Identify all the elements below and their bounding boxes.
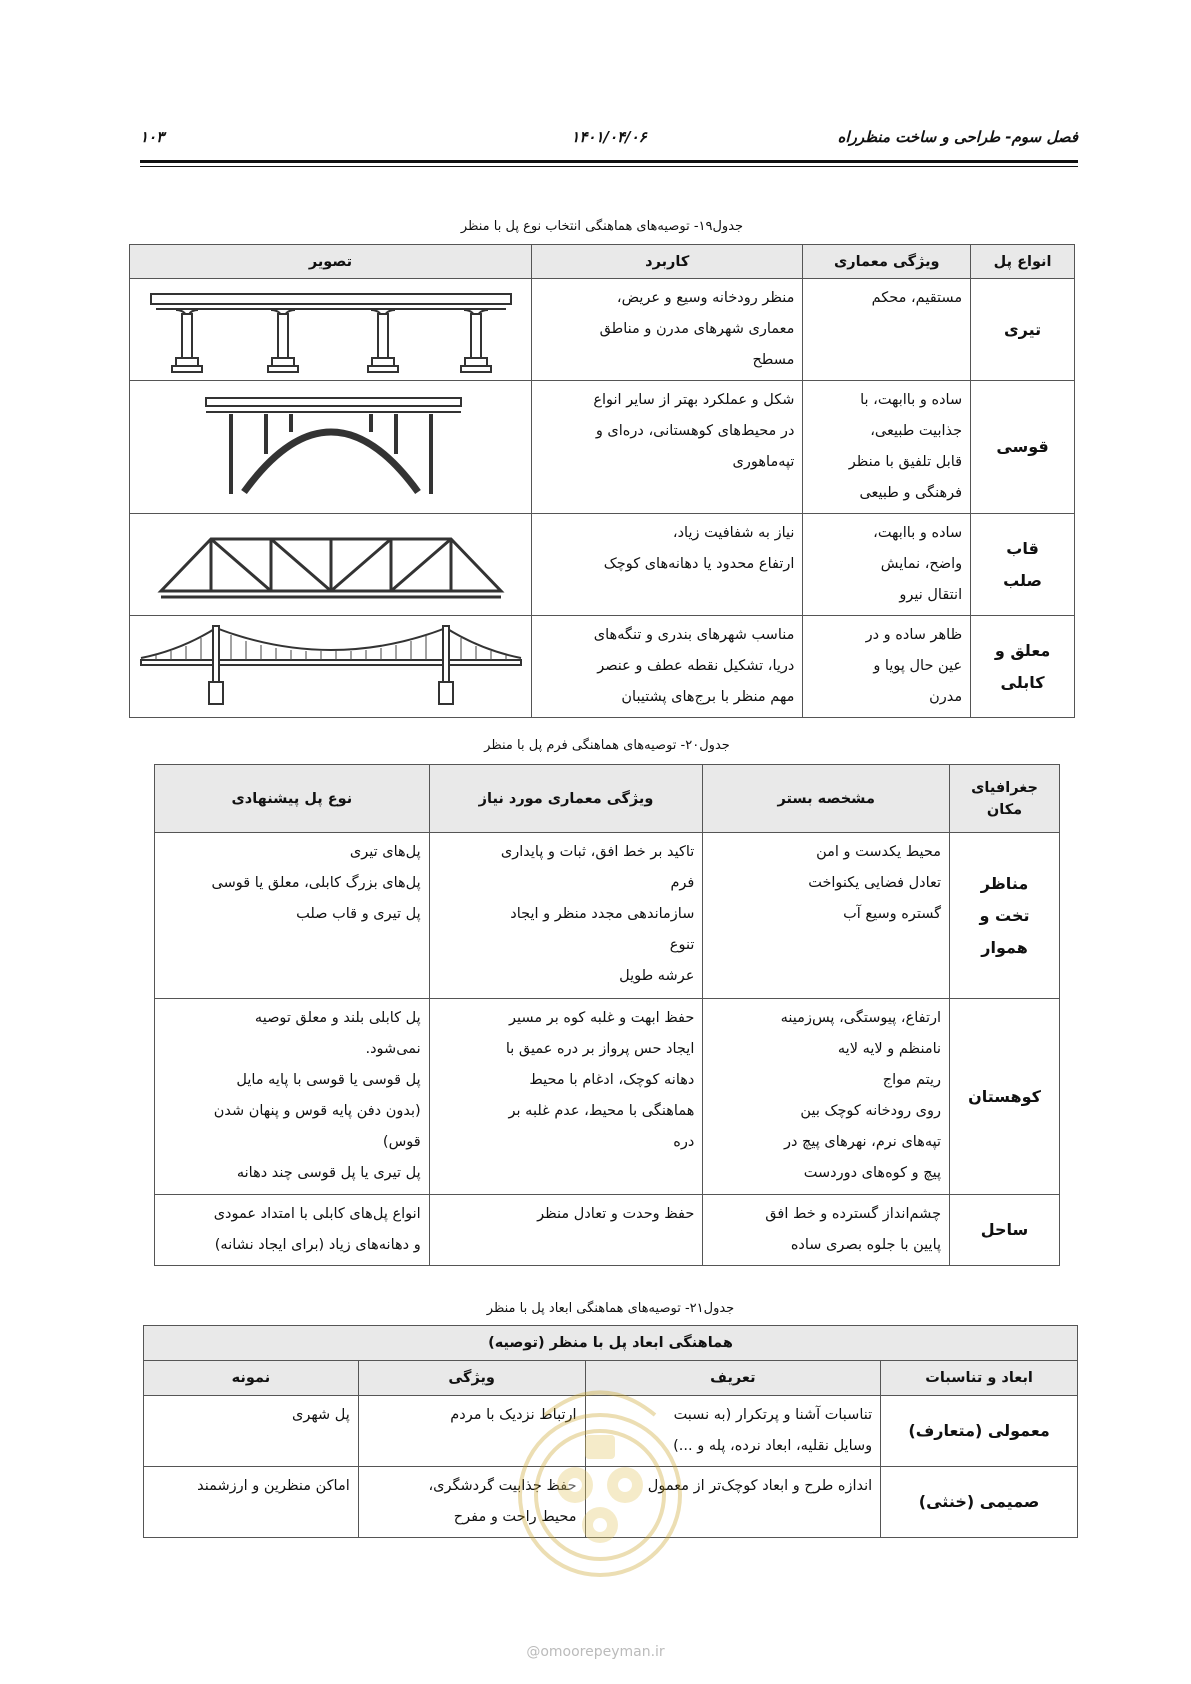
chapter-title: فصل سوم- طراحی و ساخت منظرراه <box>837 128 1078 146</box>
geography-cell: مناظر تخت و هموار <box>950 833 1060 999</box>
table21-header: ابعاد و تناسبات <box>881 1361 1078 1396</box>
table-row <box>130 381 1075 514</box>
bridge-cell: انواع پل‌های کابلی با امتداد عمودی و دهانه‌های زیاد (برای ایجاد نشانه) <box>155 1195 430 1266</box>
table20-header: نوع پل پیشنهادی <box>155 765 430 833</box>
bridge-type-cell: معلق و کابلی <box>971 616 1075 718</box>
usage-cell: شکل و عملکرد بهتر از سایر انواع در محیط‌های کوهستانی، دره‌ای و تپه‌ماهوری <box>531 381 802 514</box>
context-cell: محیط یکدست و امن تعادل فضایی یکنواخت گستره وسیع آب <box>703 833 950 999</box>
table21-header: ویژگی <box>358 1361 585 1396</box>
feature-cell: ارتباط نزدیک با مردم <box>358 1396 585 1467</box>
feature-cell: ساده و باابهت، با جذابیت طبیعی، قابل تلفیق با منظر فرهنگی و طبیعی <box>803 381 971 514</box>
table20-header: مشخصه بستر <box>703 765 950 833</box>
table21-caption: جدول۲۱- توصیه‌های هماهنگی ابعاد پل با منظر <box>486 1301 735 1316</box>
table21-header: نمونه <box>144 1361 359 1396</box>
bridge-type-table <box>129 244 1075 718</box>
feature-cell: تاکید بر خط افق، ثبات و پایداری فرم سازماندهی مجدد منظر و ایجاد تنوع عرشه طویل <box>429 833 703 999</box>
table19-header: کاربرد <box>531 245 802 279</box>
table-row <box>155 833 1060 999</box>
geography-cell: ساحل <box>950 1195 1060 1266</box>
table-row <box>130 514 1075 616</box>
truss-bridge-icon <box>130 514 532 616</box>
table20-header: ویژگی معماری مورد نیاز <box>429 765 703 833</box>
table-row <box>130 616 1075 718</box>
bridge-type-cell: قوسی <box>971 381 1075 514</box>
header-date: ۱۴۰۱/۰۴/۰۶ <box>571 128 647 146</box>
bridge-cell: پل‌های تیری پل‌های بزرگ کابلی، معلق یا قوسی پل تیری و قاب صلب <box>155 833 430 999</box>
header-rule-thick <box>140 160 1078 163</box>
feature-cell: حفظ وحدت و تعادل منظر <box>429 1195 703 1266</box>
usage-cell: منظر رودخانه وسیع و عریض، معماری شهرهای مدرن و مناطق مسطح <box>531 279 802 381</box>
scale-cell: معمولی (متعارف) <box>881 1396 1078 1467</box>
table-row <box>155 1195 1060 1266</box>
table-row <box>130 279 1075 381</box>
table19-header: ویژگی معماری <box>803 245 971 279</box>
table20-caption: جدول۲۰- توصیه‌های هماهنگی فرم پل با منظر <box>484 738 730 753</box>
table19-header: انواع پل <box>971 245 1075 279</box>
arch-bridge-icon <box>130 381 532 514</box>
beam-bridge-icon <box>130 279 532 381</box>
context-cell: ارتفاع، پیوستگی، پس‌زمینه نامنظم و لایه لایه ریتم مواج روی رودخانه کوچک بین تپه‌های نرم، نهرهای پیچ در پیچ و کوه‌های دوردست <box>703 999 950 1195</box>
bridge-cell: پل کابلی بلند و معلق توصیه نمی‌شود. پل قوسی یا قوسی با پایه مایل (بدون دفن پایه قوس و پنهان شدن قوس) پل تیری یا پل قوسی چند دهانه <box>155 999 430 1195</box>
feature-cell: ساده و باابهت، واضح، نمایش انتقال نیرو <box>803 514 971 616</box>
definition-cell: تناسبات آشنا و پرتکرار (به نسبت وسایل نقلیه، ابعاد نرده، پله و ...) <box>585 1396 881 1467</box>
feature-cell: مستقیم، محکم <box>803 279 971 381</box>
example-cell: پل شهری <box>144 1396 359 1467</box>
page-header <box>140 128 1078 152</box>
suspension-bridge-icon <box>130 616 532 718</box>
definition-cell: اندازه طرح و ابعاد کوچک‌تر از معمول <box>585 1467 881 1538</box>
feature-cell: ظاهر ساده و در عین حال پویا و مدرن <box>803 616 971 718</box>
table21-header: تعریف <box>585 1361 881 1396</box>
geography-cell: کوهستان <box>950 999 1060 1195</box>
bridge-type-cell: قاب صلب <box>971 514 1075 616</box>
table-row <box>155 999 1060 1195</box>
feature-cell: حفظ جذابیت گردشگری، محیط راحت و مفرح <box>358 1467 585 1538</box>
table19-caption: جدول۱۹- توصیه‌های هماهنگی انتخاب نوع پل با منظر <box>460 219 744 234</box>
table19-header: تصویر <box>130 245 532 279</box>
seal-logo-icon <box>505 1375 695 1590</box>
table21-title: هماهنگی ابعاد پل با منظر (توصیه) <box>144 1326 1078 1361</box>
watermark-url: @omoorepeyman.ir <box>526 1644 665 1660</box>
bridge-type-cell: تیری <box>971 279 1075 381</box>
table20-header: جغرافیای مکان <box>950 765 1060 833</box>
bridge-form-table <box>154 764 1060 1266</box>
example-cell: اماکن منظرین و ارزشمند <box>144 1467 359 1538</box>
usage-cell: مناسب شهرهای بندری و تنگه‌های دریا، تشکیل نقطه عطف و عنصر مهم منظر با برج‌های پشتیبان <box>531 616 802 718</box>
feature-cell: حفظ ابهت و غلبه کوه بر مسیر ایجاد حس پرواز بر دره عمیق با دهانه کوچک، ادغام با محیط هماهنگی با محیط، عدم غلبه بر دره <box>429 999 703 1195</box>
usage-cell: نیاز به شفافیت زیاد، ارتفاع محدود یا دهانه‌های کوچک <box>531 514 802 616</box>
header-rule-thin <box>140 166 1078 167</box>
scale-cell: صمیمی (خنثی) <box>881 1467 1078 1538</box>
page-number: ۱۰۳ <box>140 128 165 146</box>
context-cell: چشم‌انداز گسترده و خط افق پایین با جلوه بصری ساده <box>703 1195 950 1266</box>
